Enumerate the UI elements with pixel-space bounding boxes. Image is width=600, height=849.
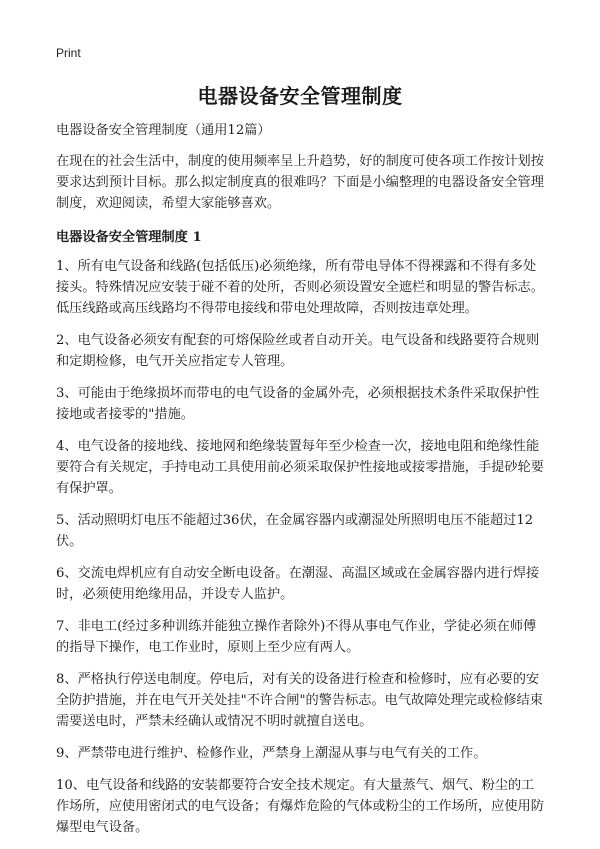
article-subtitle: 电器设备安全管理制度（通用12篇） (56, 123, 271, 138)
list-item: 5、活动照明灯电压不能超过36伏，在金属容器内或潮湿处所照明电压不能超过12伏。 (56, 513, 534, 549)
list-item: 4、电气设备的接地线、接地网和绝缘装置每年至少检查一次，接地电阻和绝缘性能要符合有关规定，手持电动工具使用前必须采取保护性接地或接零措施，手提砂轮要有保护罩。 (56, 439, 544, 496)
list-item: 2、电气设备必须安有配套的可熔保险丝或者自动开关。电气设备和线路要符合规则和定期检修，电气开关应指定专人管理。 (56, 333, 540, 369)
article-intro: 在现在的社会生活中，制度的使用频率呈上升趋势，好的制度可使各项工作按计划按要求达到预计目标。那么拟定制度真的很难吗？下面是小编整理的电器设备安全管理制度，欢迎阅读，希望大家能够喜欢。 (56, 154, 544, 211)
list-item: 7、非电工(经过多种训练并能独立操作者除外)不得从事电气作业，学徒必须在师傅的指导下操作，电工作业时，原则上至少应有两人。 (56, 619, 537, 655)
list-item: 8、严格执行停送电制度。停电后，对有关的设备进行检查和检修时，应有必要的安全防护措施，并在电气开关处挂"不许合闸"的警告标志。电气故障处理完或检修结束需要送电时，严禁未经确认或情况不明时就擅自送电。 (56, 672, 543, 729)
list-item: 3、可能由于绝缘损坏而带电的电气设备的金属外壳，必须根据技术条件采取保护性接地或者接零的"措施。 (56, 386, 540, 422)
list-item: 6、交流电焊机应有自动安全断电设备。在潮湿、高温区域或在金属容器内进行焊接时，必须使用绝缘用品，并设专人监护。 (56, 566, 540, 602)
list-item: 1、所有电气设备和线路(包括低压)必须绝缘，所有带电导体不得裸露和不得有多处接头。特殊情况应安装于碰不着的处所，否则必须设置安全遮栏和明显的警告标志。低压线路或高压线路均不得带电接线和带电处理故障，否则按违章处理。 (56, 259, 544, 316)
list-item: 10、电气设备和线路的安装都要符合安全技术规定。有大量蒸气、烟气、粉尘的工作场所，应使用密闭式的电气设备；有爆炸危险的气体或粉尘的工作场所，应使用防爆型电气设备。 (56, 778, 544, 835)
article-body (56, 120, 546, 849)
page-title: 电器设备安全管理制度 (197, 84, 403, 108)
list-item: 9、严禁带电进行维护、检修作业，严禁身上潮湿从事与电气有关的工作。 (56, 746, 487, 761)
section-heading: 电器设备安全管理制度 1 (56, 230, 202, 245)
print-link[interactable]: Print (56, 46, 81, 60)
